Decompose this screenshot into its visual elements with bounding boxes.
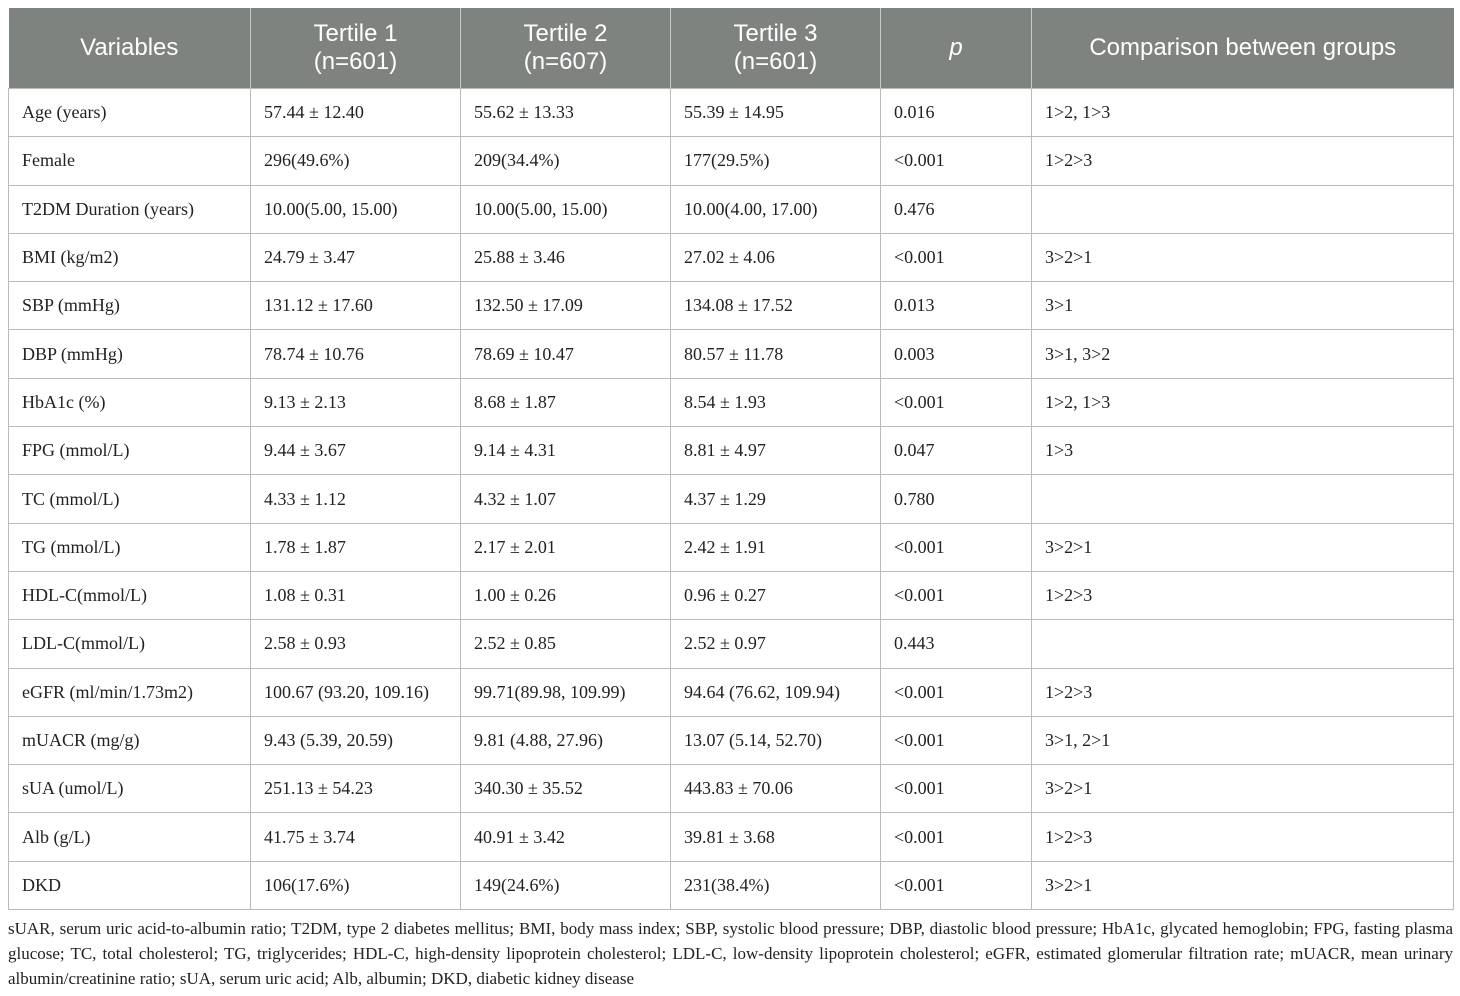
tertile-3-cell: 8.81 ± 4.97 — [671, 427, 881, 475]
tertile-2-cell: 40.91 ± 3.42 — [461, 813, 671, 861]
tertile-2-cell: 8.68 ± 1.87 — [461, 378, 671, 426]
table-row — [9, 330, 1454, 378]
tertile-3-cell: 80.57 ± 11.78 — [671, 330, 881, 378]
header-tertile-3 — [671, 8, 881, 89]
p-value-cell: <0.001 — [881, 233, 1032, 281]
table-row — [9, 137, 1454, 185]
header-p-label: p — [949, 34, 963, 61]
table-row — [9, 378, 1454, 426]
tertile-2-cell: 2.52 ± 0.85 — [461, 620, 671, 668]
comparison-cell — [1032, 475, 1454, 523]
variable-cell: HbA1c (%) — [9, 378, 251, 426]
header-tertile-3-n: (n=601) — [733, 48, 818, 75]
p-value-cell: 0.013 — [881, 282, 1032, 330]
p-value-cell: <0.001 — [881, 571, 1032, 619]
tertile-2-cell: 149(24.6%) — [461, 861, 671, 909]
variable-cell: TC (mmol/L) — [9, 475, 251, 523]
table-row — [9, 765, 1454, 813]
header-variables-label: Variables — [80, 34, 179, 61]
tertile-1-cell: 78.74 ± 10.76 — [251, 330, 461, 378]
variable-cell: Alb (g/L) — [9, 813, 251, 861]
comparison-cell: 3>2>1 — [1032, 861, 1454, 909]
table-row — [9, 571, 1454, 619]
comparison-cell — [1032, 185, 1454, 233]
header-tertile-3-label: Tertile 3 — [733, 20, 818, 47]
tertile-3-cell: 0.96 ± 0.27 — [671, 571, 881, 619]
table-footnote: sUAR, serum uric acid-to-albumin ratio; T2DM, type 2 diabetes mellitus; BMI, body mass index; SBP, systolic blood pressure; DBP, diastolic blood pressure; HbA1c, glycated hemoglobin; FPG, fasting plasma glucose; TC, total cholesterol; TG, triglycerides; HDL-C, high-density lipoprotein cholesterol; LDL-C, low-density lipoprotein cholesterol; eGFR, estimated glomerular filtration rate; mUACR, mean urinary albumin/creatinine ratio; sUA, serum uric acid; Alb, albumin; DKD, diabetic kidney disease — [8, 919, 1453, 989]
tertile-1-cell: 100.67 (93.20, 109.16) — [251, 668, 461, 716]
table-row — [9, 813, 1454, 861]
p-value-cell: 0.476 — [881, 185, 1032, 233]
tertile-1-cell: 1.08 ± 0.31 — [251, 571, 461, 619]
tertile-3-cell: 134.08 ± 17.52 — [671, 282, 881, 330]
tertile-2-cell: 25.88 ± 3.46 — [461, 233, 671, 281]
tertile-1-cell: 9.43 (5.39, 20.59) — [251, 716, 461, 764]
header-comparison — [1032, 8, 1454, 89]
header-variables — [9, 8, 251, 89]
p-value-cell: <0.001 — [881, 668, 1032, 716]
tertile-3-cell: 8.54 ± 1.93 — [671, 378, 881, 426]
p-value-cell: <0.001 — [881, 813, 1032, 861]
header-tertile-2-label: Tertile 2 — [523, 20, 608, 47]
table-row — [9, 716, 1454, 764]
tertile-3-cell: 27.02 ± 4.06 — [671, 233, 881, 281]
tertile-2-cell: 132.50 ± 17.09 — [461, 282, 671, 330]
variable-cell: T2DM Duration (years) — [9, 185, 251, 233]
variable-cell: DBP (mmHg) — [9, 330, 251, 378]
tertile-1-cell: 1.78 ± 1.87 — [251, 523, 461, 571]
variable-cell: HDL-C(mmol/L) — [9, 571, 251, 619]
variable-cell: Female — [9, 137, 251, 185]
p-value-cell: 0.047 — [881, 427, 1032, 475]
variable-cell: FPG (mmol/L) — [9, 427, 251, 475]
tertile-1-cell: 4.33 ± 1.12 — [251, 475, 461, 523]
baseline-characteristics-table — [8, 8, 1454, 910]
comparison-cell: 1>2, 1>3 — [1032, 378, 1454, 426]
tertile-1-cell: 10.00(5.00, 15.00) — [251, 185, 461, 233]
table-body — [9, 89, 1454, 910]
tertile-2-cell: 340.30 ± 35.52 — [461, 765, 671, 813]
table-row — [9, 233, 1454, 281]
tertile-1-cell: 9.13 ± 2.13 — [251, 378, 461, 426]
variable-cell: TG (mmol/L) — [9, 523, 251, 571]
table-row — [9, 185, 1454, 233]
tertile-1-cell: 41.75 ± 3.74 — [251, 813, 461, 861]
comparison-cell — [1032, 620, 1454, 668]
p-value-cell: <0.001 — [881, 716, 1032, 764]
header-tertile-1 — [251, 8, 461, 89]
tertile-1-cell: 131.12 ± 17.60 — [251, 282, 461, 330]
table-row — [9, 475, 1454, 523]
header-row — [9, 8, 1454, 89]
tertile-3-cell: 2.42 ± 1.91 — [671, 523, 881, 571]
variable-cell: Age (years) — [9, 89, 251, 137]
variable-cell: LDL-C(mmol/L) — [9, 620, 251, 668]
variable-cell: mUACR (mg/g) — [9, 716, 251, 764]
tertile-1-cell: 296(49.6%) — [251, 137, 461, 185]
tertile-2-cell: 4.32 ± 1.07 — [461, 475, 671, 523]
p-value-cell: <0.001 — [881, 137, 1032, 185]
table-row — [9, 427, 1454, 475]
table-row — [9, 620, 1454, 668]
p-value-cell: 0.443 — [881, 620, 1032, 668]
variable-cell: BMI (kg/m2) — [9, 233, 251, 281]
comparison-cell: 1>2>3 — [1032, 668, 1454, 716]
table-row — [9, 668, 1454, 716]
tertile-2-cell: 99.71(89.98, 109.99) — [461, 668, 671, 716]
tertile-3-cell: 13.07 (5.14, 52.70) — [671, 716, 881, 764]
comparison-cell: 3>1, 2>1 — [1032, 716, 1454, 764]
comparison-cell: 1>2>3 — [1032, 571, 1454, 619]
p-value-cell: 0.016 — [881, 89, 1032, 137]
p-value-cell: 0.780 — [881, 475, 1032, 523]
comparison-cell: 1>2, 1>3 — [1032, 89, 1454, 137]
table-header — [9, 8, 1454, 89]
tertile-3-cell: 177(29.5%) — [671, 137, 881, 185]
tertile-1-cell: 9.44 ± 3.67 — [251, 427, 461, 475]
tertile-3-cell: 39.81 ± 3.68 — [671, 813, 881, 861]
tertile-1-cell: 251.13 ± 54.23 — [251, 765, 461, 813]
header-tertile-2-n: (n=607) — [523, 48, 608, 75]
tertile-3-cell: 443.83 ± 70.06 — [671, 765, 881, 813]
p-value-cell: <0.001 — [881, 861, 1032, 909]
tertile-3-cell: 55.39 ± 14.95 — [671, 89, 881, 137]
comparison-cell: 3>2>1 — [1032, 523, 1454, 571]
tertile-3-cell: 2.52 ± 0.97 — [671, 620, 881, 668]
tertile-2-cell: 209(34.4%) — [461, 137, 671, 185]
tertile-3-cell: 4.37 ± 1.29 — [671, 475, 881, 523]
table-row — [9, 282, 1454, 330]
tertile-2-cell: 78.69 ± 10.47 — [461, 330, 671, 378]
p-value-cell: <0.001 — [881, 378, 1032, 426]
p-value-cell: <0.001 — [881, 523, 1032, 571]
table-row — [9, 89, 1454, 137]
tertile-2-cell: 9.81 (4.88, 27.96) — [461, 716, 671, 764]
variable-cell: DKD — [9, 861, 251, 909]
tertile-1-cell: 57.44 ± 12.40 — [251, 89, 461, 137]
comparison-cell: 1>2>3 — [1032, 813, 1454, 861]
tertile-2-cell: 1.00 ± 0.26 — [461, 571, 671, 619]
table-row — [9, 861, 1454, 909]
header-comparison-label: Comparison between groups — [1089, 34, 1397, 61]
table-row — [9, 523, 1454, 571]
tertile-1-cell: 106(17.6%) — [251, 861, 461, 909]
tertile-1-cell: 2.58 ± 0.93 — [251, 620, 461, 668]
comparison-cell: 3>2>1 — [1032, 233, 1454, 281]
tertile-3-cell: 231(38.4%) — [671, 861, 881, 909]
comparison-cell: 3>1 — [1032, 282, 1454, 330]
tertile-2-cell: 55.62 ± 13.33 — [461, 89, 671, 137]
header-tertile-1-n: (n=601) — [313, 48, 398, 75]
variable-cell: sUA (umol/L) — [9, 765, 251, 813]
variable-cell: SBP (mmHg) — [9, 282, 251, 330]
comparison-cell: 1>3 — [1032, 427, 1454, 475]
tertile-1-cell: 24.79 ± 3.47 — [251, 233, 461, 281]
tertile-2-cell: 2.17 ± 2.01 — [461, 523, 671, 571]
tertile-3-cell: 10.00(4.00, 17.00) — [671, 185, 881, 233]
tertile-2-cell: 9.14 ± 4.31 — [461, 427, 671, 475]
header-tertile-1-label: Tertile 1 — [313, 20, 398, 47]
comparison-cell: 1>2>3 — [1032, 137, 1454, 185]
header-tertile-2 — [461, 8, 671, 89]
header-p-value — [881, 8, 1032, 89]
document — [8, 8, 1453, 991]
comparison-cell: 3>2>1 — [1032, 765, 1454, 813]
comparison-cell: 3>1, 3>2 — [1032, 330, 1454, 378]
tertile-2-cell: 10.00(5.00, 15.00) — [461, 185, 671, 233]
p-value-cell: <0.001 — [881, 765, 1032, 813]
variable-cell: eGFR (ml/min/1.73m2) — [9, 668, 251, 716]
p-value-cell: 0.003 — [881, 330, 1032, 378]
tertile-3-cell: 94.64 (76.62, 109.94) — [671, 668, 881, 716]
